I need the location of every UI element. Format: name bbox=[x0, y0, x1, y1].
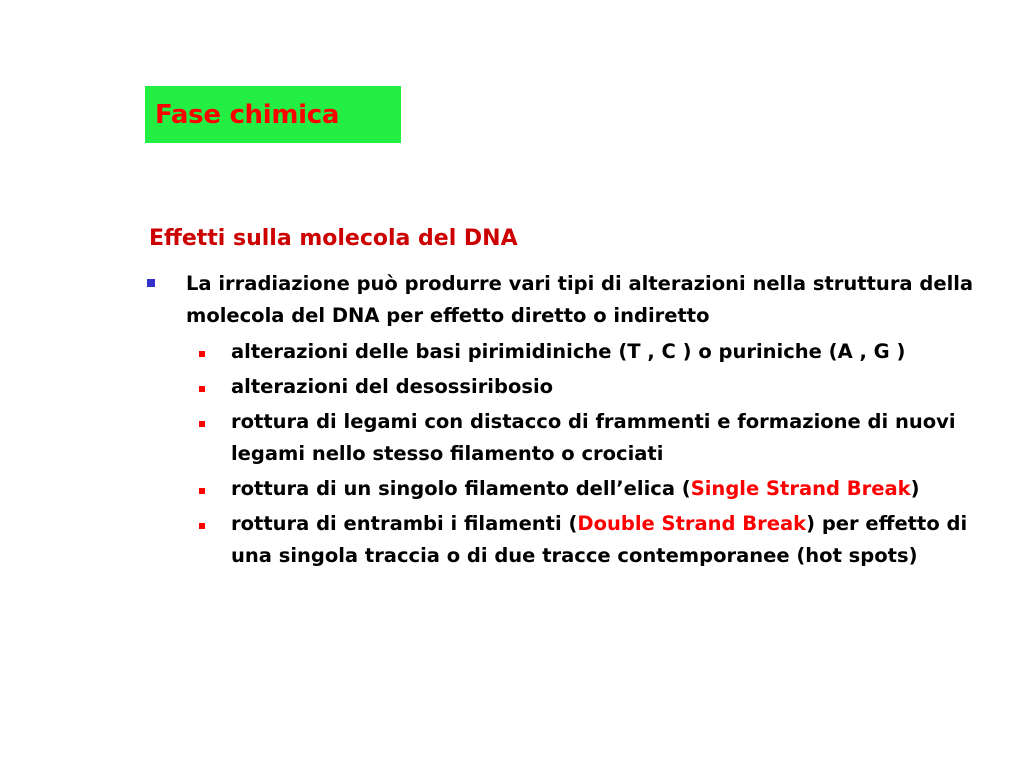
square-bullet-icon bbox=[199, 386, 205, 392]
main-point: La irradiazione può produrre vari tipi di alterazioni nella struttura della molecola del DNA per effetto diretto o indiretto bbox=[186, 272, 974, 327]
sub-point-text-after: ) bbox=[910, 477, 920, 500]
square-bullet-icon bbox=[199, 523, 205, 529]
single-strand-break-term: Single Strand Break bbox=[690, 477, 911, 500]
slide-title: Fase chimica bbox=[155, 99, 340, 130]
sub-point bbox=[231, 473, 1001, 505]
sub-point bbox=[231, 406, 1001, 470]
sub-point-list bbox=[231, 336, 1001, 575]
sub-point-text-after: ) per effetto di una singola traccia o di due tracce contemporanee (hot spots) bbox=[231, 512, 968, 567]
square-bullet-icon bbox=[199, 351, 205, 357]
sub-point bbox=[231, 336, 1001, 368]
sub-point-text: alterazioni delle basi pirimidiniche (T , C ) o puriniche (A , G ) bbox=[231, 340, 906, 363]
sub-point-text-before: rottura di entrambi i filamenti ( bbox=[231, 512, 578, 535]
sub-point-text: alterazioni del desossiribosio bbox=[231, 375, 554, 398]
square-bullet-icon bbox=[199, 421, 205, 427]
square-bullet-icon bbox=[147, 279, 155, 287]
sub-point bbox=[231, 508, 1001, 572]
square-bullet-icon bbox=[199, 488, 205, 494]
title-box bbox=[145, 86, 401, 143]
double-strand-break-term: Double Strand Break bbox=[577, 512, 807, 535]
sub-point-text-before: rottura di un singolo filamento dell’elica ( bbox=[231, 477, 691, 500]
sub-point-text: rottura di legami con distacco di frammenti e formazione di nuovi legami nello stesso filamento o crociati bbox=[231, 410, 956, 465]
section-heading: Effetti sulla molecola del DNA bbox=[149, 226, 518, 251]
sub-point bbox=[231, 371, 1001, 403]
